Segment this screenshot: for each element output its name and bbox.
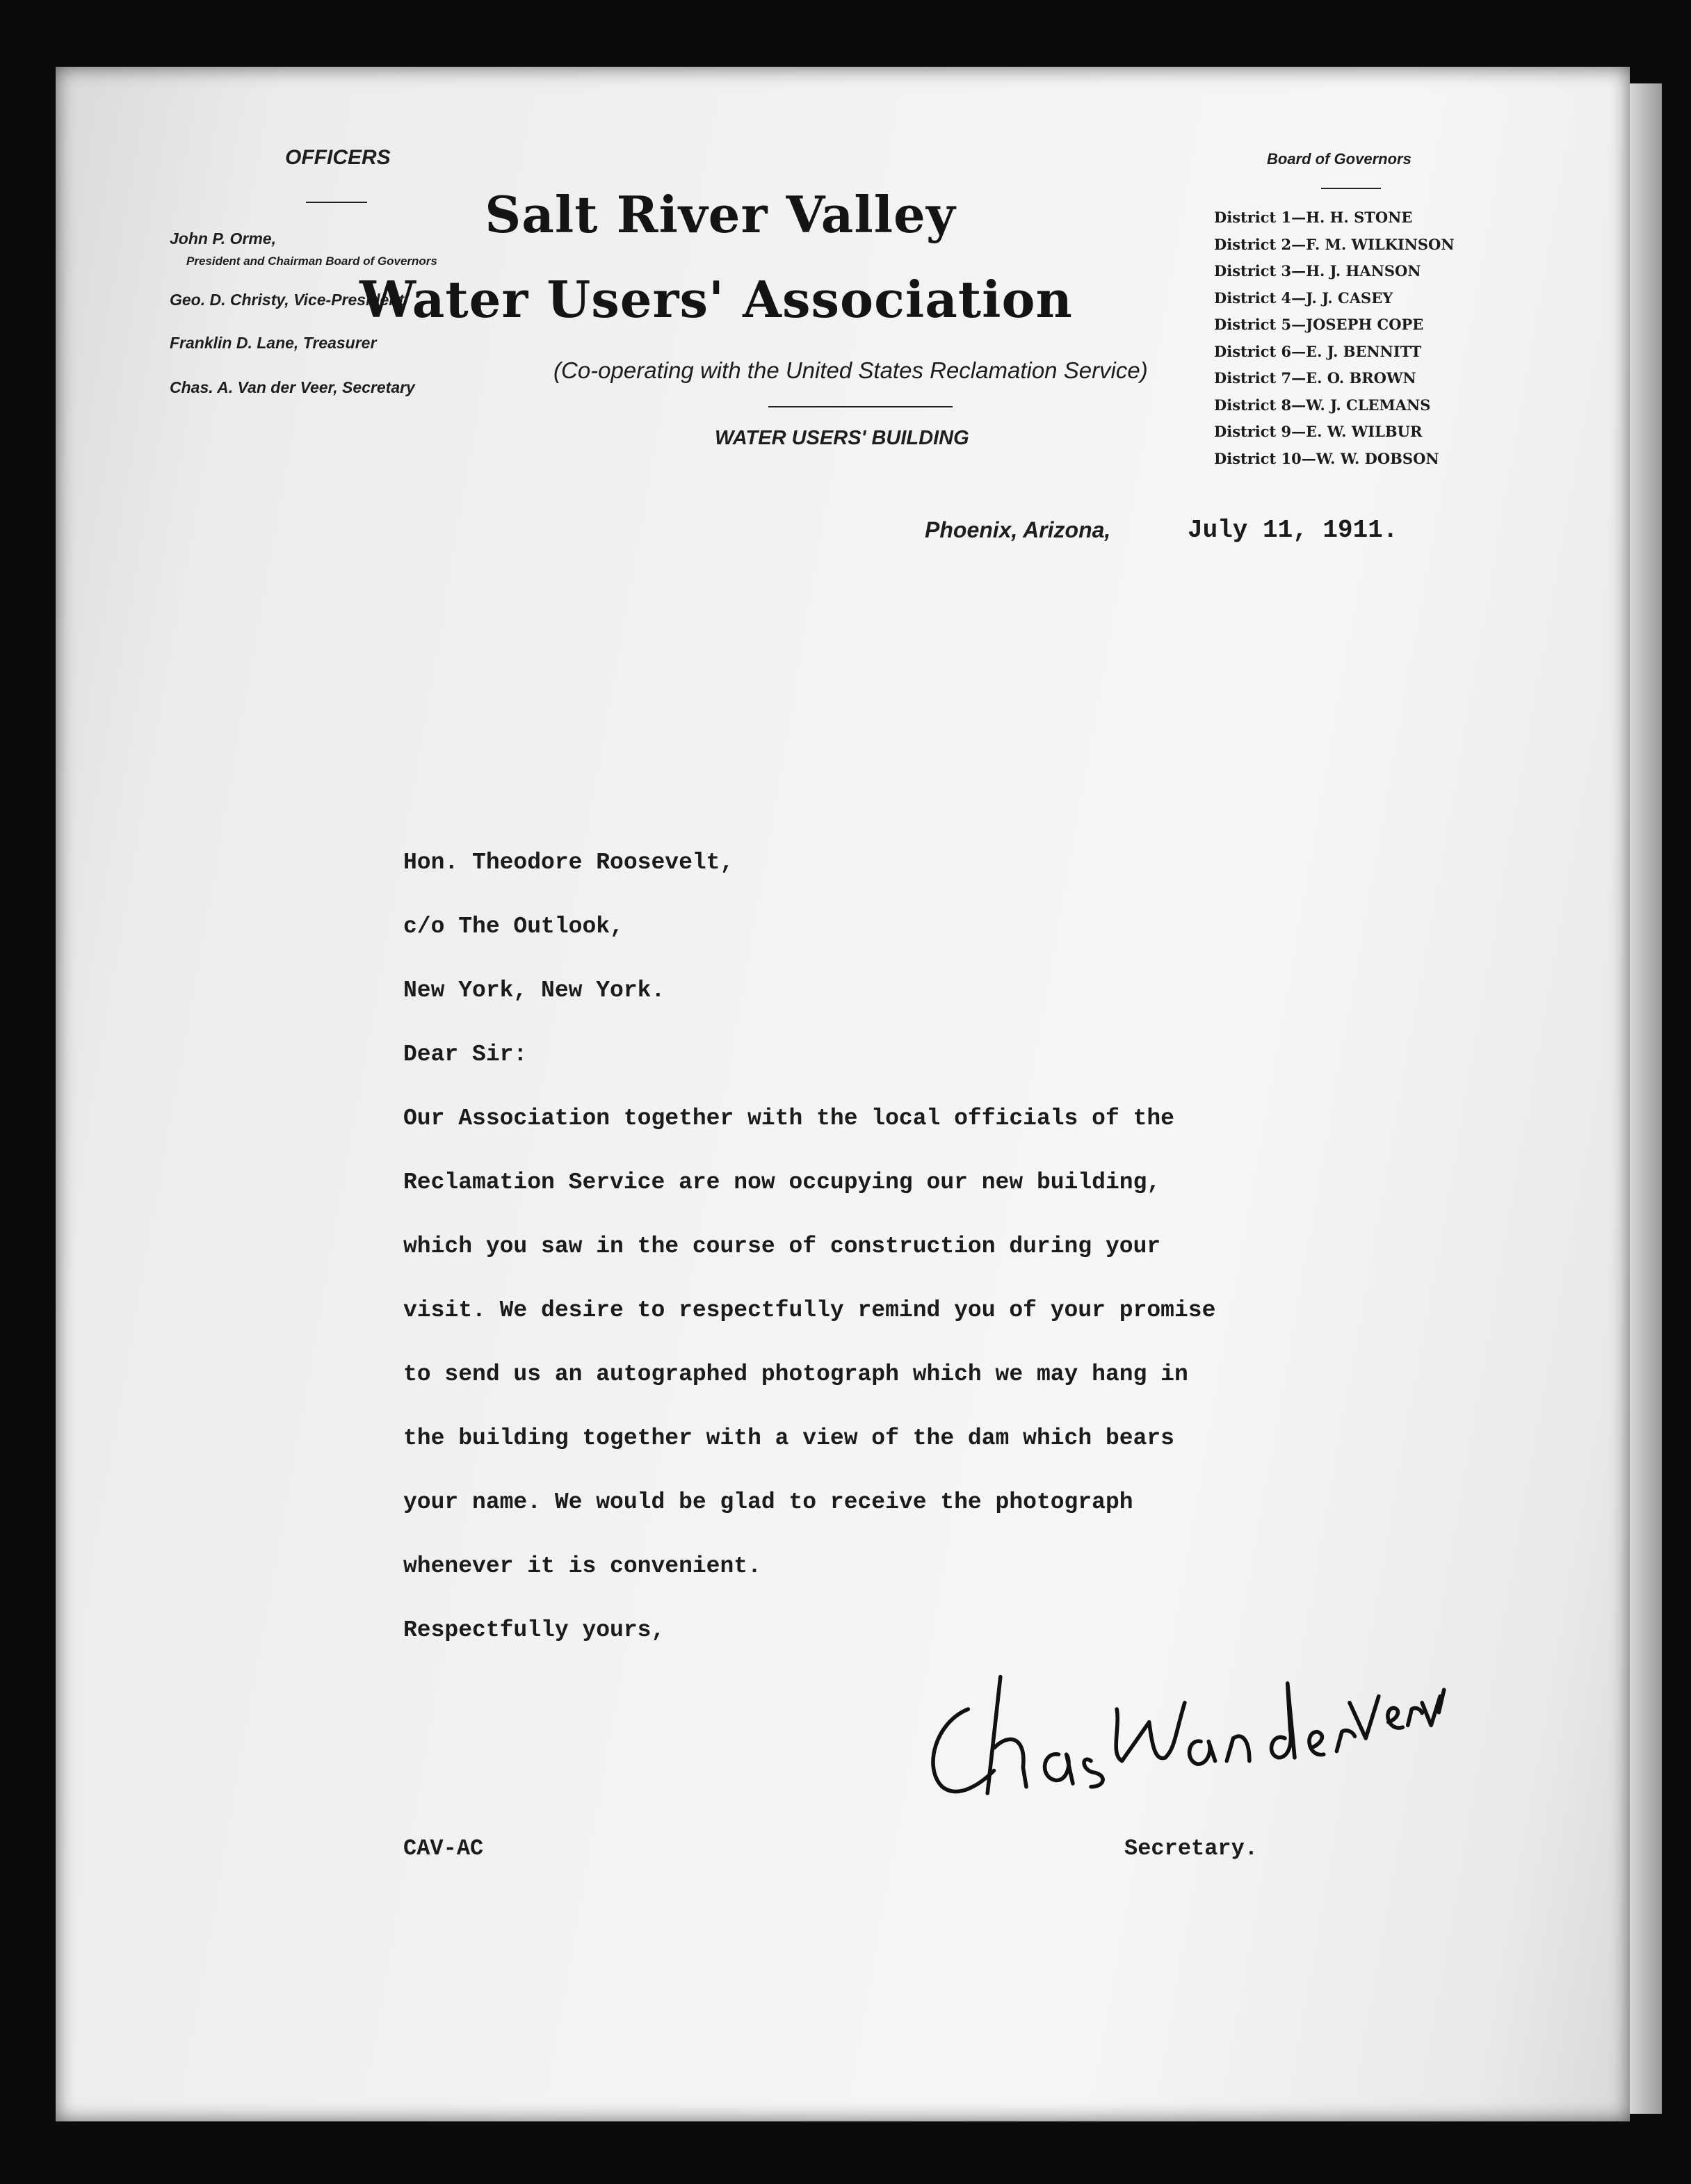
governors-list — [1214, 209, 1455, 476]
body-line: which you saw in the course of construction during your — [403, 1233, 1161, 1259]
officer-president-name: John P. Orme, — [170, 229, 276, 248]
governor-district-10: District 10—W. W. DOBSON — [1214, 449, 1439, 467]
building-name: WATER USERS' BUILDING — [715, 427, 969, 449]
body-line: Reclamation Service are now occupying our new building, — [403, 1170, 1161, 1195]
letter-body — [403, 850, 1215, 1681]
governors-heading: Board of Governors — [1267, 150, 1411, 168]
association-title-line1: Salt River Valley — [485, 185, 956, 244]
body-line: the building together with a view of the dam which bears — [403, 1425, 1174, 1451]
closing: Respectfully yours, — [403, 1617, 665, 1643]
association-subtitle: (Co-operating with the United States Reclamation Service) — [553, 357, 1148, 383]
governor-district-8: District 8—W. J. CLEMANS — [1214, 396, 1431, 414]
reference-initials: CAV-AC — [403, 1836, 484, 1861]
governor-district-5: District 5—JOSEPH COPE — [1214, 316, 1424, 333]
letter-date: July 11, 1911. — [1188, 516, 1398, 544]
governor-district-7: District 7—E. O. BROWN — [1214, 369, 1416, 387]
officer-treasurer: Franklin D. Lane, Treasurer — [170, 334, 377, 352]
governor-district-3: District 3—H. J. HANSON — [1214, 262, 1421, 280]
body-line: whenever it is convenient. — [403, 1553, 761, 1579]
officer-vice-president: Geo. D. Christy, Vice-President — [170, 291, 405, 309]
officers-heading: OFFICERS — [285, 146, 391, 169]
address-line: New York, New York. — [403, 978, 665, 1003]
governor-district-6: District 6—E. J. BENNITT — [1214, 342, 1422, 360]
governor-district-9: District 9—E. W. WILBUR — [1214, 423, 1423, 440]
handwritten-signature — [925, 1606, 1495, 1829]
letter-place: Phoenix, Arizona, — [925, 517, 1111, 542]
officer-president-role: President and Chairman Board of Governors — [186, 254, 437, 268]
signer-title: Secretary. — [1124, 1836, 1259, 1861]
address-line: c/o The Outlook, — [403, 914, 624, 939]
title-rule — [768, 406, 953, 407]
salutation: Dear Sir: — [403, 1042, 528, 1067]
body-line: Our Association together with the local officials of the — [403, 1106, 1174, 1131]
body-line: your name. We would be glad to receive the photograph — [403, 1489, 1133, 1515]
body-line: to send us an autographed photograph which we may hang in — [403, 1361, 1188, 1387]
officer-secretary: Chas. A. Van der Veer, Secretary — [170, 378, 415, 396]
governor-district-4: District 4—J. J. CASEY — [1214, 289, 1393, 307]
governor-district-1: District 1—H. H. STONE — [1214, 209, 1413, 226]
governors-rule — [1321, 188, 1381, 189]
governor-district-2: District 2—F. M. WILKINSON — [1214, 235, 1455, 253]
body-line: visit. We desire to respectfully remind you of your promise — [403, 1297, 1216, 1323]
association-title-line2: Water Users' Association — [359, 270, 1073, 329]
address-line: Hon. Theodore Roosevelt, — [403, 850, 734, 875]
